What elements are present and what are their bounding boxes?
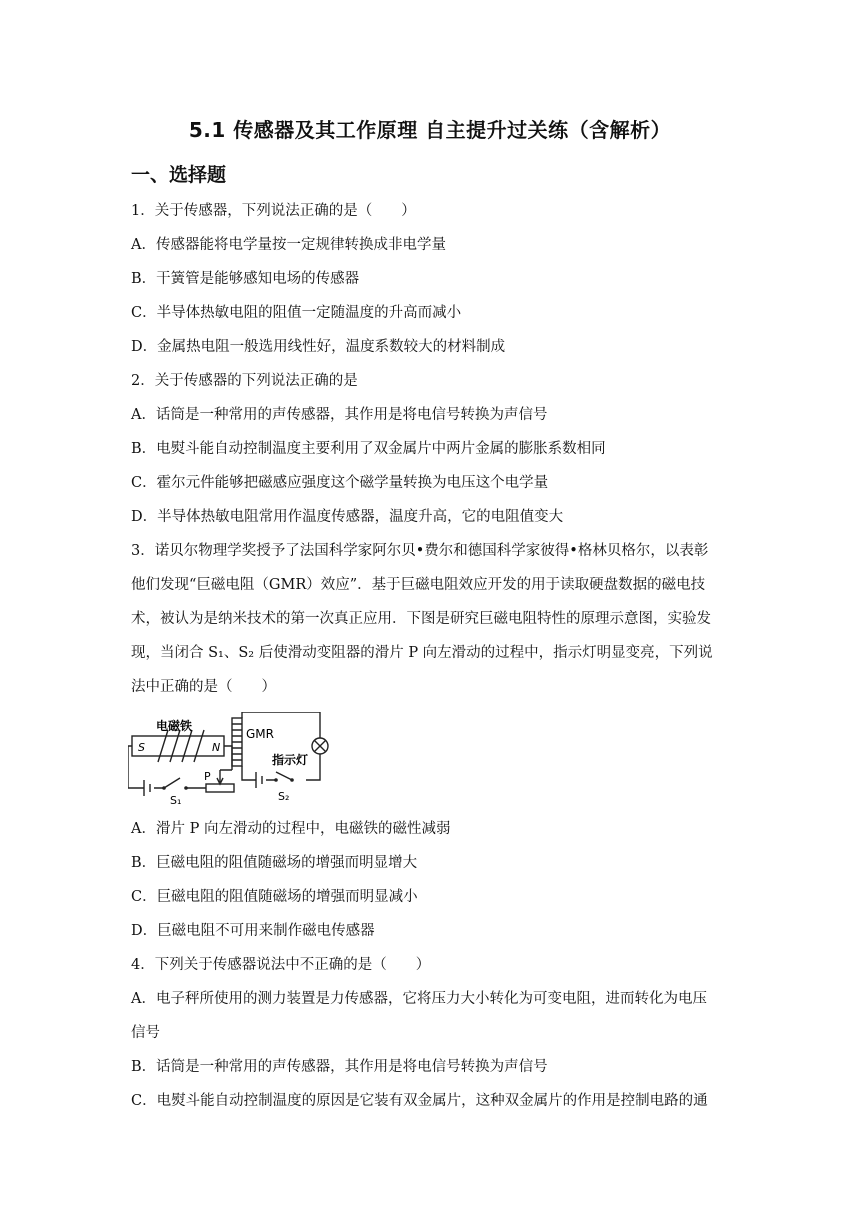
electromagnet-label: 电磁铁 [156,719,193,733]
section-heading: 一、选择题 [131,164,227,186]
question-4-option-b: B．话筒是一种常用的声传感器，其作用是将电信号转换为声信号 [131,1059,548,1075]
question-3-option-b: B．巨磁电阻的阻值随磁场的增强而明显增大 [131,855,418,871]
question-3-stem-line-4: 现，当闭合 S₁、S₂ 后使滑动变阻器的滑片 P 向左滑动的过程中，指示灯明显变亮，下列说 [131,645,713,661]
question-3-stem-line-3: 术，被认为是纳米技术的第一次真正应用．下图是研究巨磁电阻特性的原理示意图，实验发 [131,611,711,627]
slider-label: P [204,770,211,783]
question-1-option-b: B．干簧管是能够感知电场的传感器 [131,271,360,287]
battery-1-icon [144,780,150,796]
question-2-option-b: B．电熨斗能自动控制温度主要利用了双金属片中两片金属的膨胀系数相同 [131,441,606,457]
question-1-option-d: D．金属热电阻一般选用线性好，温度系数较大的材料制成 [131,339,506,355]
question-3-option-c: C．巨磁电阻的阻值随磁场的增强而明显减小 [131,889,418,905]
switch-1-label: S₁ [170,794,182,807]
question-1-option-a: A．传感器能将电学量按一定规律转换成非电学量 [131,237,446,253]
question-3-stem-line-5: 法中正确的是（ ） [131,679,276,695]
battery-2-icon [256,772,262,788]
question-2-stem: 2．关于传感器的下列说法正确的是 [131,373,358,389]
question-3-option-d: D．巨磁电阻不可用来制作磁电传感器 [131,923,375,939]
switch-2-label: S₂ [278,790,290,803]
pole-s-label: S [138,741,145,754]
lamp-label: 指示灯 [272,753,309,767]
gmr-circuit-figure [128,712,338,808]
document-title: 5.1 传感器及其工作原理 自主提升过关练（含解析） [188,118,672,142]
question-2-option-a: A．话筒是一种常用的声传感器，其作用是将电信号转换为声信号 [131,407,548,423]
question-3-stem-line-2: 他们发现“巨磁电阻（GMR）效应”．基于巨磁电阻效应开发的用于读取硬盘数据的磁电技 [131,577,706,593]
question-3-stem-line-1: 3．诺贝尔物理学奖授予了法国科学家阿尔贝•费尔和德国科学家彼得•格林贝格尔，以表彰 [131,543,709,559]
gmr-label: GMR [246,727,274,741]
question-2-option-d: D．半导体热敏电阻常用作温度传感器，温度升高，它的电阻值变大 [131,509,564,525]
question-4-stem: 4．下列关于传感器说法中不正确的是（ ） [131,957,431,973]
question-4-option-a-line-1: A．电子秤所使用的测力装置是力传感器，它将压力大小转化为可变电阻，进而转化为电压 [131,991,707,1007]
question-1-option-c: C．半导体热敏电阻的阻值一定随温度的升高而减小 [131,305,462,321]
question-3-option-a: A．滑片 P 向左滑动的过程中，电磁铁的磁性减弱 [131,821,451,837]
question-1-stem: 1．关于传感器，下列说法正确的是（ ） [131,203,416,219]
electromagnet-core [132,736,224,756]
question-4-option-c: C．电熨斗能自动控制温度的原因是它装有双金属片，这种双金属片的作用是控制电路的通 [131,1093,708,1109]
question-2-option-c: C．霍尔元件能够把磁感应强度这个磁学量转换为电压这个电学量 [131,475,549,491]
pole-n-label: N [212,741,221,754]
electromagnet-coil [158,730,204,762]
question-4-option-a-line-2: 信号 [131,1025,160,1041]
